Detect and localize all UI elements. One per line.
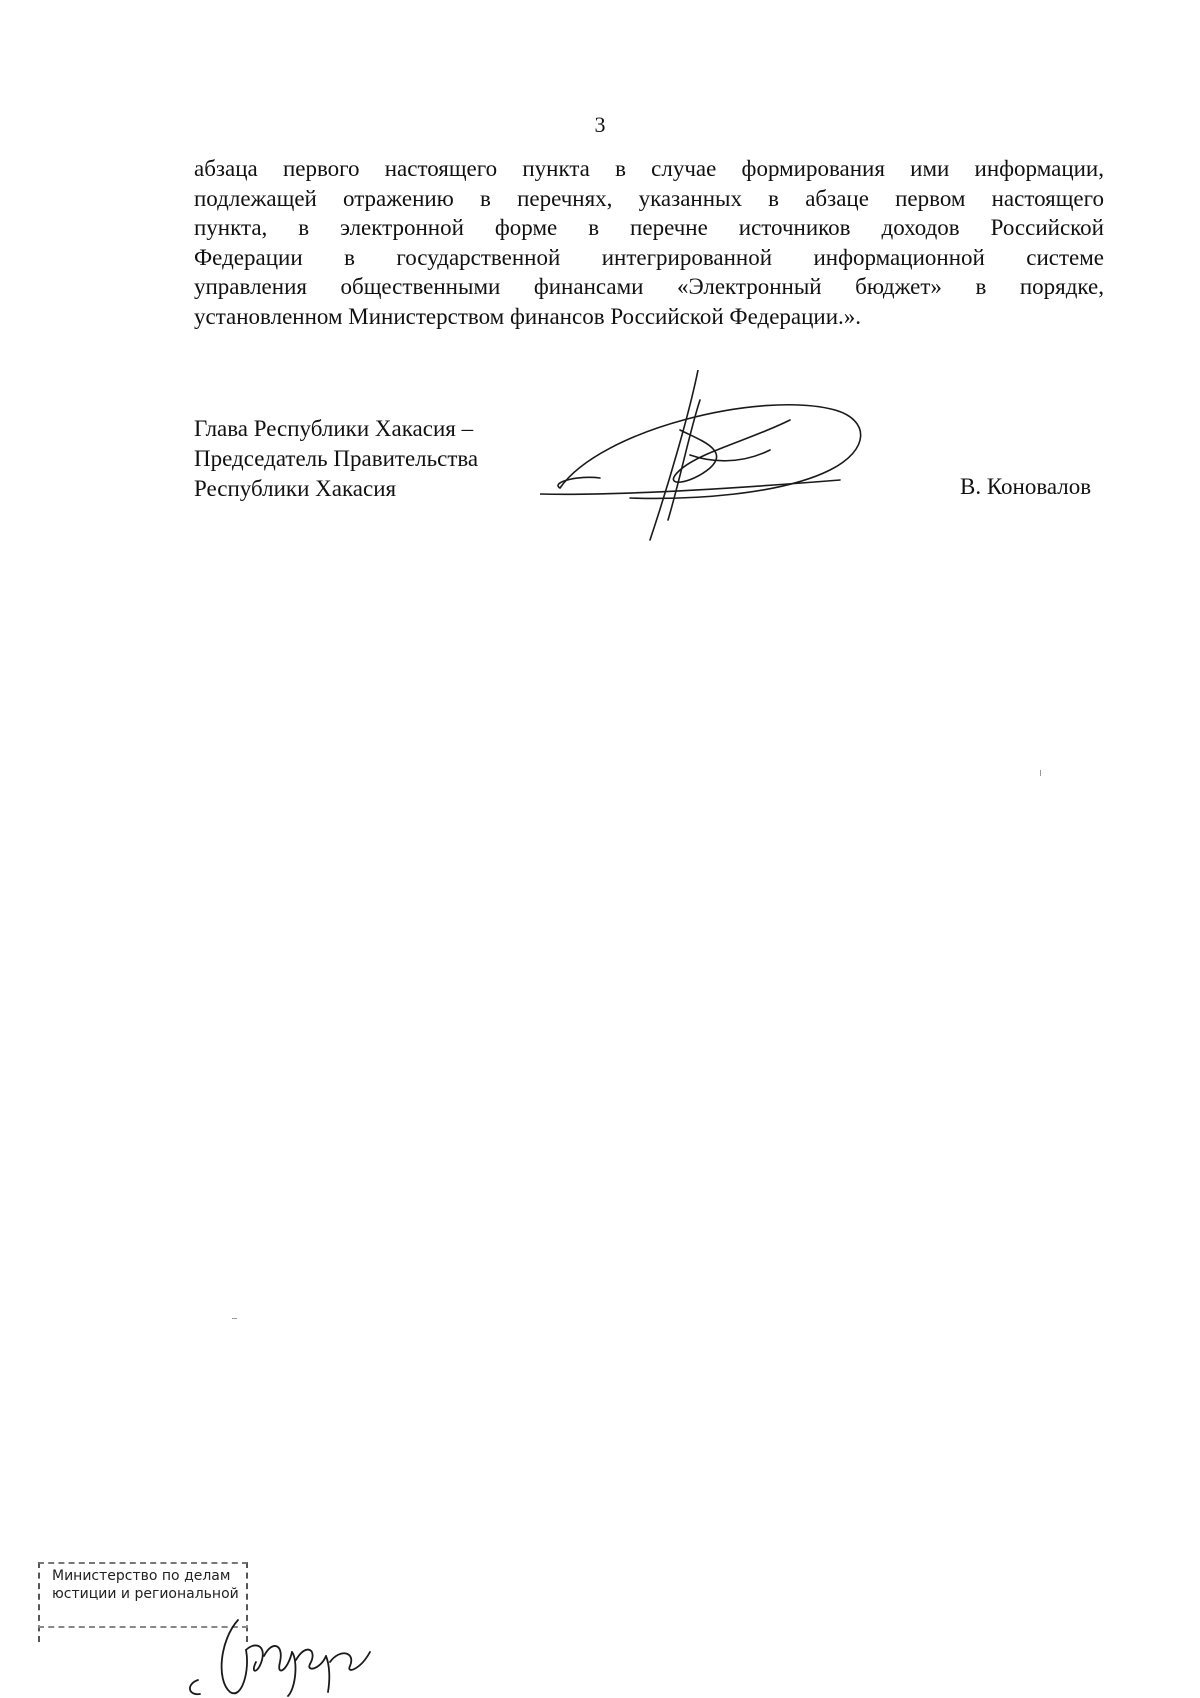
signatory-title [194, 414, 478, 504]
signatory-title-line: Председатель Правительства [194, 446, 479, 471]
signer-name: В. Коновалов [960, 474, 1092, 499]
body-line: абзаца первого настоящего пункта в случае формирования ими информации, [194, 156, 1104, 181]
stamp-signature [180, 1600, 380, 1698]
body-line: подлежащей отражению в перечнях, указанных в абзаце первом настоящего [194, 185, 1104, 211]
body-line: установленном Министерством финансов Российской Федерации.». [194, 303, 862, 329]
body-line: Федерации в государственной интегрированной информационной системе [194, 244, 1104, 270]
body-line: управления общественными финансами «Электронный бюджет» в порядке, [194, 274, 1104, 299]
body-paragraph [194, 154, 1104, 331]
scan-artifact [232, 1318, 237, 1319]
stamp-line: юстиции и региональной [52, 1586, 239, 1602]
page-number: 3 [594, 112, 606, 137]
signatory-title-line: Глава Республики Хакасия – [194, 416, 474, 441]
body-line: пункта, в электронной форме в перечне источников доходов Российской [194, 215, 1104, 240]
handwritten-signature [540, 370, 880, 550]
scan-artifact [1040, 770, 1041, 776]
stamp-line: Министерство по делам [52, 1568, 231, 1584]
signatory-title-line: Республики Хакасия [194, 476, 397, 501]
